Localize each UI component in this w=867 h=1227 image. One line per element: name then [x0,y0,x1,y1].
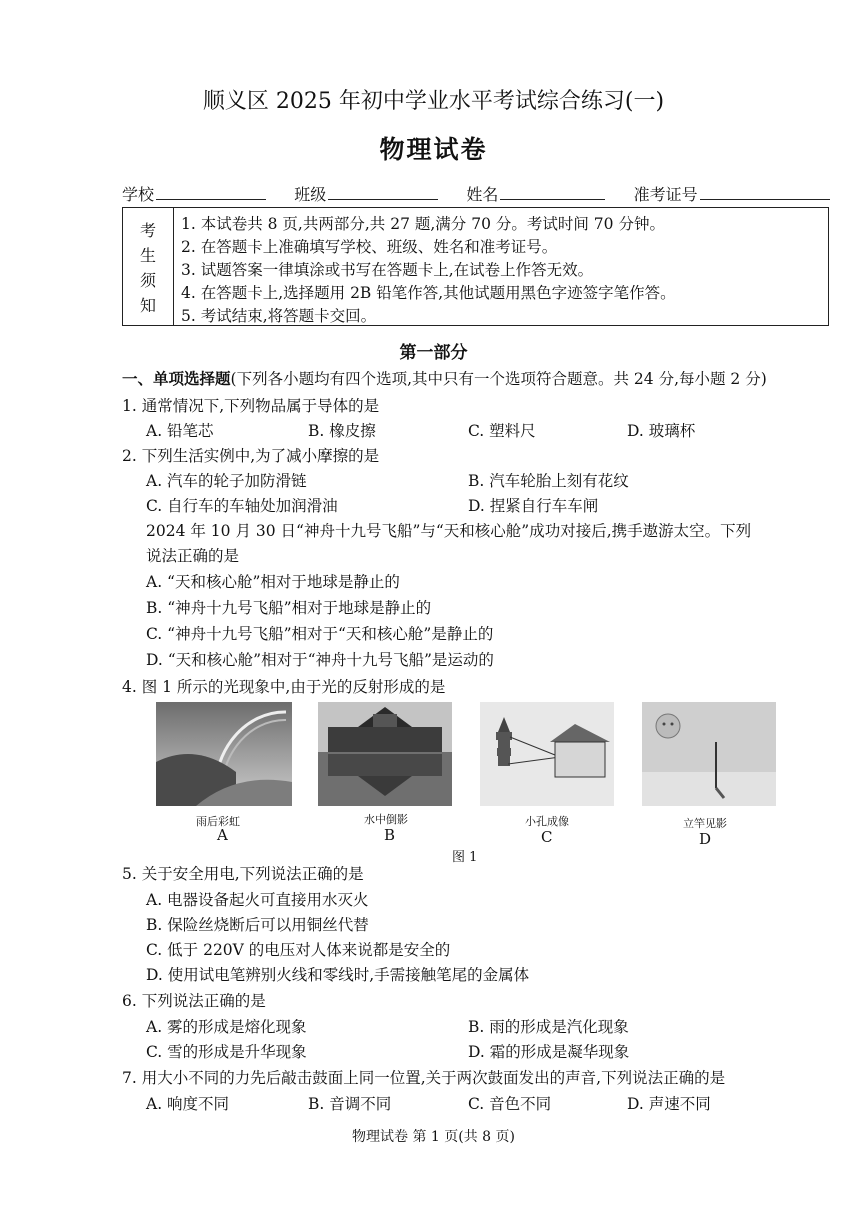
answer-option[interactable]: C. “神舟十九号飞船”相对于“天和核心舱”是静止的 [146,625,494,643]
figure-letter: B [384,826,396,844]
figure-caption: 雨后彩虹 [196,815,240,828]
exam-notice-box [122,207,829,326]
notice-side-char: 须 [140,271,157,290]
answer-option[interactable]: D. 霜的形成是凝华现象 [468,1043,630,1061]
figure-shadow[interactable] [642,702,776,806]
question-stem: 2024 年 10 月 30 日“神舟十九号飞船”与“天和核心舱”成功对接后,携手遨游太空。下列 [146,522,752,540]
page-footer: 物理试卷 第 1 页(共 8 页) [352,1129,515,1145]
exam-title: 顺义区 2025 年初中学业水平考试综合练习(一) [202,89,665,114]
class-label: 班级 [294,185,327,204]
answer-option[interactable]: A. “天和核心舱”相对于地球是静止的 [146,573,400,591]
figure-pinhole[interactable] [480,702,614,806]
answer-option[interactable]: B. 汽车轮胎上刻有花纹 [468,472,629,490]
answer-option[interactable]: B. “神舟十九号飞船”相对于地球是静止的 [146,599,432,617]
notice-side-char: 考 [140,221,157,240]
answer-option[interactable]: A. 雾的形成是熔化现象 [146,1018,307,1036]
exam-id-label: 准考证号 [633,185,698,204]
answer-option[interactable]: B. 音调不同 [308,1095,392,1113]
answer-option[interactable]: B. 橡皮擦 [308,422,376,440]
answer-option[interactable]: C. 塑料尺 [468,422,536,440]
figure-label: 图 1 [452,850,478,865]
figure-letter: C [541,828,553,846]
question-stem: 7. 用大小不同的力先后敲击鼓面上同一位置,关于两次鼓面发出的声音,下列说法正确的是 [122,1069,726,1087]
exam-subtitle: 物理试卷 [379,135,488,164]
figure-caption: 小孔成像 [525,815,569,828]
section-heading [122,367,767,389]
question-stem: 2. 下列生活实例中,为了减小摩擦的是 [122,447,380,465]
notice-rule: 3. 试题答案一律填涂或书写在答题卡上,在试卷上作答无效。 [181,261,594,279]
answer-option[interactable]: B. 保险丝烧断后可以用铜丝代替 [146,916,369,934]
answer-option[interactable]: D. 声速不同 [627,1095,711,1113]
school-label: 学校 [122,185,155,204]
question-stem: 4. 图 1 所示的光现象中,由于光的反射形成的是 [122,678,446,696]
answer-option[interactable]: A. 响度不同 [146,1095,230,1113]
answer-option[interactable]: D. 玻璃杯 [627,422,696,440]
answer-option[interactable]: D. “天和核心舱”相对于“神舟十九号飞船”是运动的 [146,651,494,669]
answer-option[interactable]: C. 音色不同 [468,1095,552,1113]
figure-caption: 水中倒影 [364,813,408,826]
question-stem: 1. 通常情况下,下列物品属于导体的是 [122,397,380,415]
notice-rule: 5. 考试结束,将答题卡交回。 [181,307,377,325]
answer-option[interactable]: D. 使用试电笔辨别火线和零线时,手需接触笔尾的金属体 [146,966,530,984]
question-stem: 5. 关于安全用电,下列说法正确的是 [122,865,364,883]
part-title: 第一部分 [399,343,468,363]
school-field[interactable] [156,185,266,200]
notice-side-char: 知 [140,296,157,315]
figure-reflection[interactable] [318,702,452,806]
answer-option[interactable]: A. 铅笔芯 [146,422,214,440]
notice-side-label [123,208,174,325]
figure-caption: 立竿见影 [683,817,727,830]
section-heading-label: 一、单项选择题 [122,369,231,388]
answer-option[interactable]: C. 雪的形成是升华现象 [146,1043,307,1061]
student-info-row [122,182,830,205]
name-label: 姓名 [466,185,499,204]
section-instructions: (下列各小题均有四个选项,其中只有一个选项符合题意。共 24 分,每小题 2 分) [230,370,767,388]
question-stem-cont: 说法正确的是 [146,547,240,565]
figure-letter: A [217,826,228,844]
notice-rule: 4. 在答题卡上,选择题用 2B 铅笔作答,其他试题用黑色字迹签字笔作答。 [181,284,676,302]
answer-option[interactable]: A. 汽车的轮子加防滑链 [146,472,307,490]
answer-option[interactable]: B. 雨的形成是汽化现象 [468,1018,629,1036]
figure-letter: D [699,830,712,848]
figure-rainbow[interactable] [156,702,292,806]
question-stem: 6. 下列说法正确的是 [122,992,266,1010]
notice-rule: 1. 本试卷共 8 页,共两部分,共 27 题,满分 70 分。考试时间 70 分钟。 [181,215,665,233]
answer-option[interactable]: C. 低于 220V 的电压对人体来说都是安全的 [146,941,451,959]
exam-id-field[interactable] [700,185,830,200]
answer-option[interactable]: D. 捏紧自行车车闸 [468,497,599,515]
notice-side-char: 生 [140,246,157,265]
answer-option[interactable]: A. 电器设备起火可直接用水灭火 [146,891,369,909]
answer-option[interactable]: C. 自行车的车轴处加润滑油 [146,497,338,515]
name-field[interactable] [500,185,605,200]
notice-rule: 2. 在答题卡上准确填写学校、班级、姓名和准考证号。 [181,238,558,256]
notice-rules [181,213,676,328]
class-field[interactable] [328,185,438,200]
